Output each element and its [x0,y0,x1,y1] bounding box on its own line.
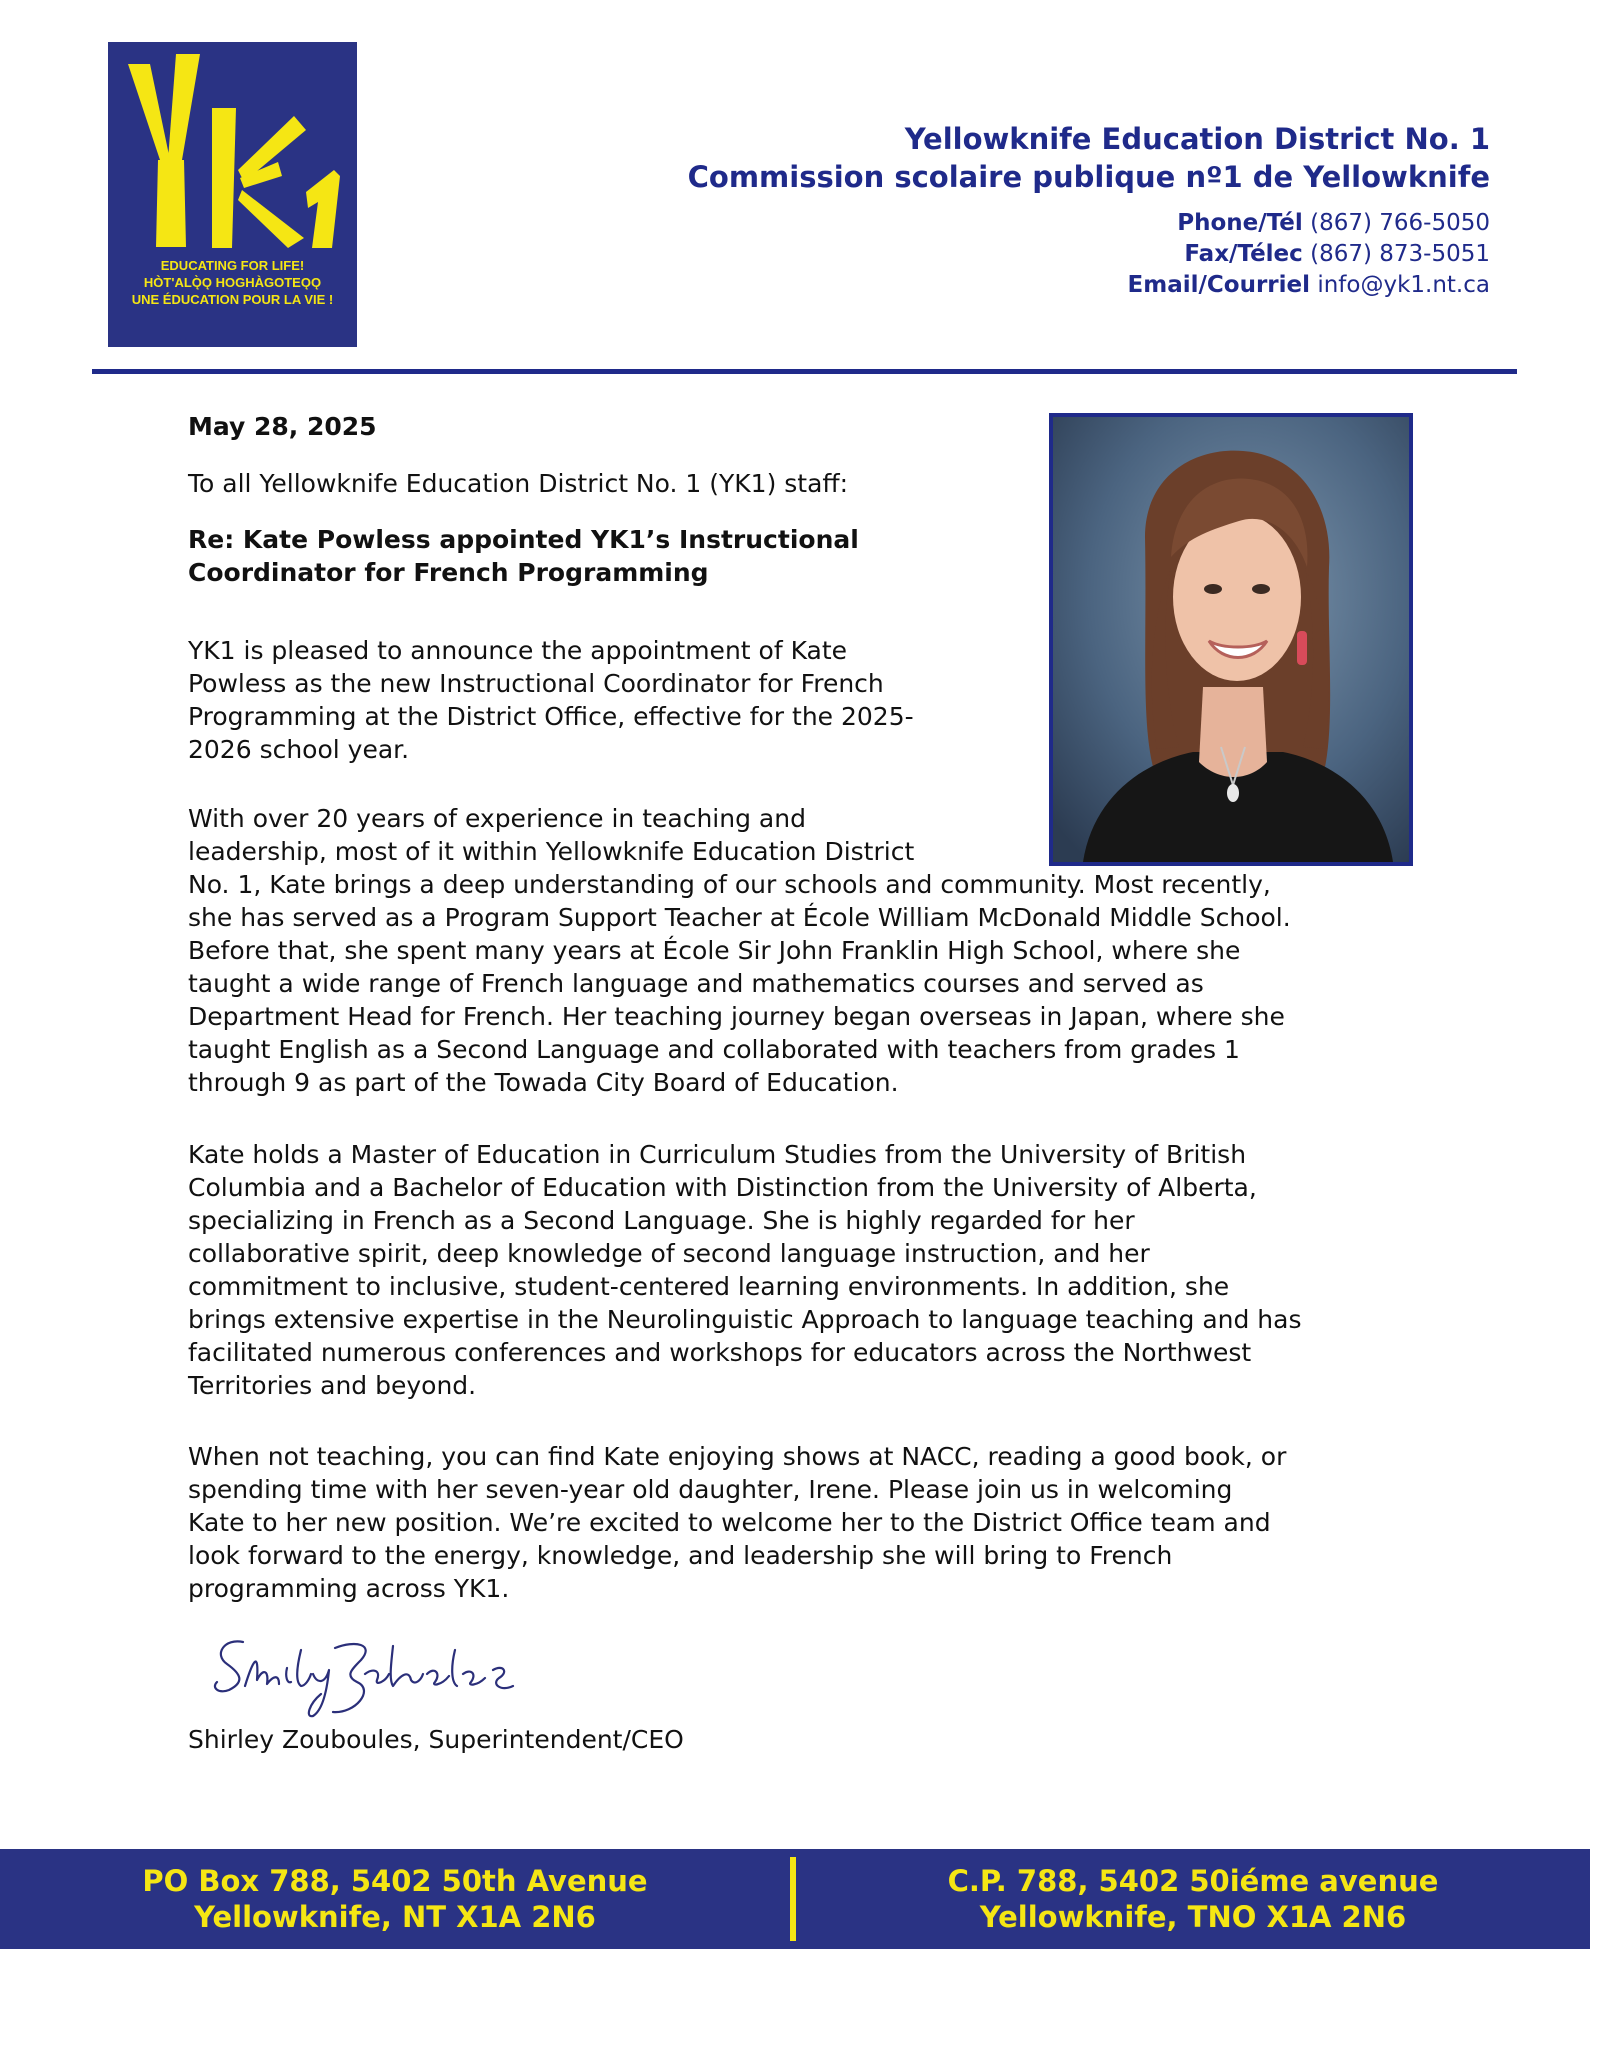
subject-line: Re: Kate Powless appointed YK1’s Instructional [188,525,859,554]
header-divider [92,369,1517,374]
organization-name [688,120,1490,196]
text-line: specializing in French as a Second Language. She is highly regarded for her [188,1206,1135,1235]
text-line: Kate holds a Master of Education in Curriculum Studies from the University of British [188,1140,1247,1169]
text-line: Powless as the new Instructional Coordinator for French [188,669,884,698]
text-line: Before that, she spent many years at École Sir John Franklin High School, where she [188,936,1241,965]
yk1-logo [108,42,357,347]
letter-greeting: To all Yellowknife Education District No. 1 (YK1) staff: [188,469,849,498]
text-line: When not teaching, you can find Kate enjoying shows at NACC, reading a good book, or [188,1442,1287,1471]
address-line: C.P. 788, 5402 50iéme avenue [947,1864,1439,1898]
logo-tagline-dene: HÒT'ALǪ̀Ǫ HOGHÀGOTEǪǪ [143,275,322,290]
text-line: leadership, most of it within Yellowknife Education District [188,837,915,866]
fax-number: (867) 873-5051 [1310,241,1490,267]
paragraph-appointment [188,634,1038,766]
text-line: commitment to inclusive, student-centered learning environments. In addition, she [188,1272,1230,1301]
email-address: info@yk1.nt.ca [1317,272,1490,298]
text-line: collaborative spirit, deep knowledge of second language instruction, and her [188,1239,1150,1268]
email-label: Email/Courriel [1127,272,1311,298]
subject-line: Coordinator for French Programming [188,558,709,587]
contact-block [1128,208,1490,301]
text-line: taught English as a Second Language and collaborated with teachers from grades 1 [188,1035,1240,1064]
logo-tagline-en: EDUCATING FOR LIFE! [160,258,305,273]
letter-date: May 28, 2025 [188,412,377,441]
portrait-image [1053,417,1409,862]
fax-line [1128,239,1490,270]
text-line: brings extensive expertise in the Neurolinguistic Approach to language teaching and has [188,1305,1302,1334]
phone-number: (867) 766-5050 [1310,210,1490,236]
text-line: spending time with her seven-year old daughter, Irene. Please join us in welcoming [188,1475,1233,1504]
text-line: Programming at the District Office, effective for the 2025- [188,702,914,731]
address-line: PO Box 788, 5402 50th Avenue [142,1864,648,1898]
phone-label: Phone/Tél [1177,210,1303,236]
letter-subject [188,523,859,589]
handwritten-signature [205,1620,545,1720]
text-line: facilitated numerous conferences and workshops for educators across the Northwest [188,1338,1252,1367]
text-line: she has served as a Program Support Teacher at École William McDonald Middle School. [188,903,1291,932]
org-name-en: Yellowknife Education District No. 1 [904,122,1490,156]
text-line: With over 20 years of experience in teaching and [188,804,806,833]
phone-line [1128,208,1490,239]
text-line: Columbia and a Bachelor of Education with Distinction from the University of Alberta, [188,1173,1257,1202]
paragraph-personal [188,1440,1428,1605]
address-line: Yellowknife, TNO X1A 2N6 [979,1900,1407,1934]
portrait-photo [1049,413,1413,866]
address-fr [796,1863,1590,1935]
text-line: Kate to her new position. We’re excited to welcome her to the District Office team and [188,1508,1271,1537]
text-line: No. 1, Kate brings a deep understanding of our schools and community. Most recently, [188,870,1271,899]
paragraph-education [188,1138,1428,1402]
footer-address-bar [0,1849,1590,1949]
signer-name-title: Shirley Zouboules, Superintendent/CEO [188,1725,684,1754]
text-line: Territories and beyond. [188,1371,477,1400]
text-line: Department Head for French. Her teaching journey began overseas in Japan, where she [188,1002,1285,1031]
logo-tagline-fr: UNE ÉDUCATION POUR LA VIE ! [131,292,334,307]
text-line: YK1 is pleased to announce the appointment of Kate [188,636,848,665]
text-line: programming across YK1. [188,1574,510,1603]
text-line: taught a wide range of French language and mathematics courses and served as [188,969,1204,998]
address-line: Yellowknife, NT X1A 2N6 [194,1900,596,1934]
email-line [1128,270,1490,301]
org-name-fr: Commission scolaire publique nº1 de Yellowknife [687,160,1490,194]
paragraph-experience [188,802,1428,1099]
address-en [0,1863,790,1935]
text-line: 2026 school year. [188,735,410,764]
text-line: look forward to the energy, knowledge, and leadership she will bring to French [188,1541,1173,1570]
fax-label: Fax/Télec [1184,241,1303,267]
text-line: through 9 as part of the Towada City Board of Education. [188,1068,899,1097]
